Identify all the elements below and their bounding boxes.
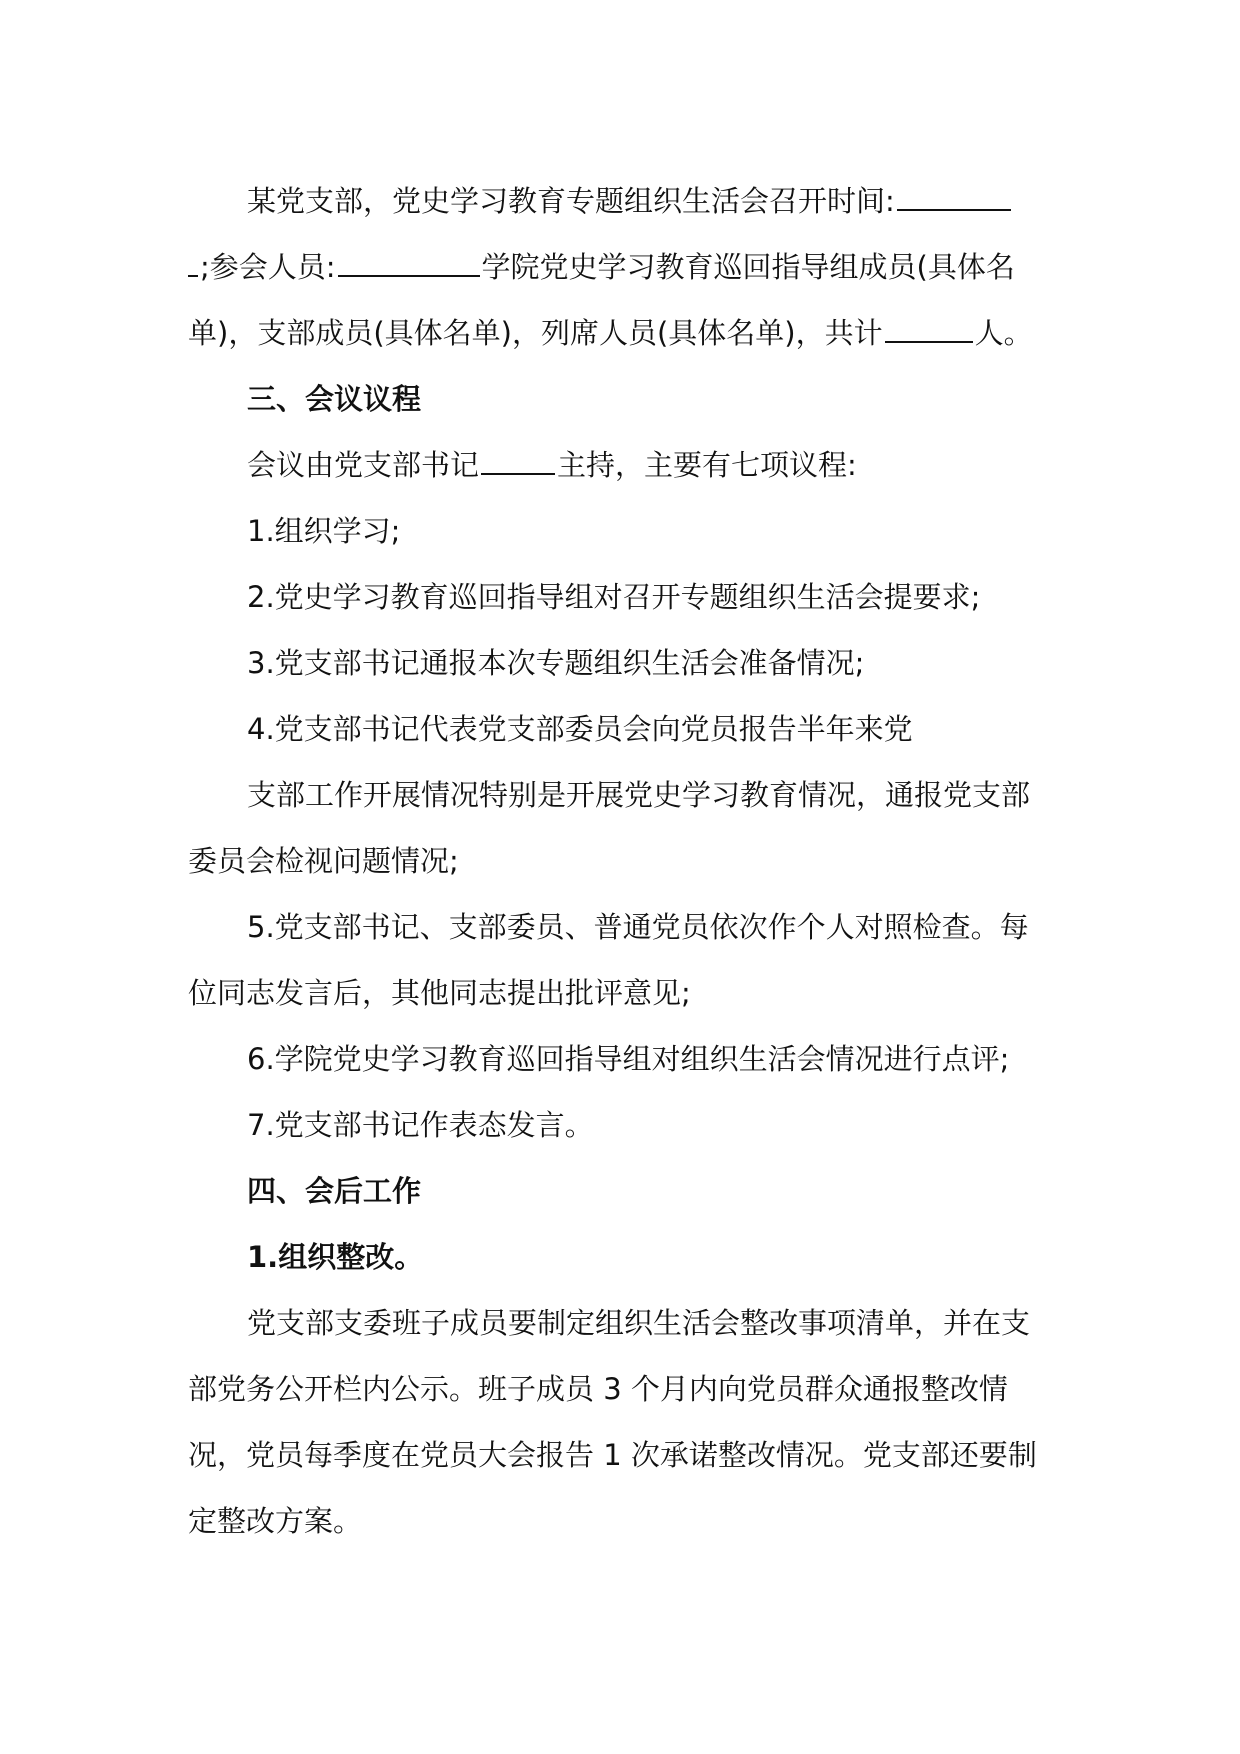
subheading-rectification: 1.组织整改。 [247,1240,424,1274]
document-body [188,168,1044,1554]
count-unit: 人。 [974,316,1033,350]
agenda-item-4: 4.党支部书记代表党支部委员会向党员报告半年来党 [247,712,913,746]
agenda-intro [188,432,1044,498]
attendees-label: ;参会人员: [200,250,336,284]
rectification-text: 党支部支委班子成员要制定组织生活会整改事项清单，并在支 [247,1306,1031,1340]
time-blank-end [188,249,198,277]
attendees-blank [338,249,480,277]
attendees-text-cont: 单)，支部成员(具体名单)，列席人员(具体名单)，共计 [188,316,883,350]
meeting-time-label: 某党支部，党史学习教育专题组织生活会召开时间: [247,184,895,218]
rectification-text-line4: 定整改方案。 [188,1504,363,1538]
paragraph-meeting-info [188,168,1044,234]
rectification-text-line2: 部党务公开栏内公示。班子成员 3 个月内向党员群众通报整改情 [188,1372,1008,1406]
agenda-item-4-cont: 支部工作开展情况特别是开展党史学习教育情况，通报党支部 [247,778,1031,812]
agenda-item-1: 1.组织学习; [247,514,401,548]
agenda-item-5-line2: 位同志发言后，其他同志提出批评意见; [188,976,691,1010]
agenda-item-3: 3.党支部书记通报本次专题组织生活会准备情况; [247,646,865,680]
paragraph-meeting-info-line3 [188,300,1044,366]
time-blank [897,183,1011,211]
count-blank [885,315,973,343]
agenda-item-7: 7.党支部书记作表态发言。 [247,1108,594,1142]
agenda-intro-b: 主持，主要有七项议程: [557,448,857,482]
agenda-item-5: 5.党支部书记、支部委员、普通党员依次作个人对照检查。每 [247,910,1029,944]
rectification-text-line3: 况，党员每季度在党员大会报告 1 次承诺整改情况。党支部还要制 [188,1438,1037,1472]
agenda-intro-a: 会议由党支部书记 [247,448,480,482]
heading-after-meeting: 四、会后工作 [247,1174,422,1208]
paragraph-meeting-info-line2 [188,234,1044,300]
heading-agenda: 三、会议议程 [247,382,422,416]
agenda-item-2: 2.党史学习教育巡回指导组对召开专题组织生活会提要求; [247,580,981,614]
agenda-item-6: 6.学院党史学习教育巡回指导组对组织生活会情况进行点评; [247,1042,1010,1076]
attendees-text: 学院党史学习教育巡回指导组成员(具体名 [481,250,1015,284]
agenda-item-4-cont-line2: 委员会检视问题情况; [188,844,459,878]
host-blank [481,447,555,475]
